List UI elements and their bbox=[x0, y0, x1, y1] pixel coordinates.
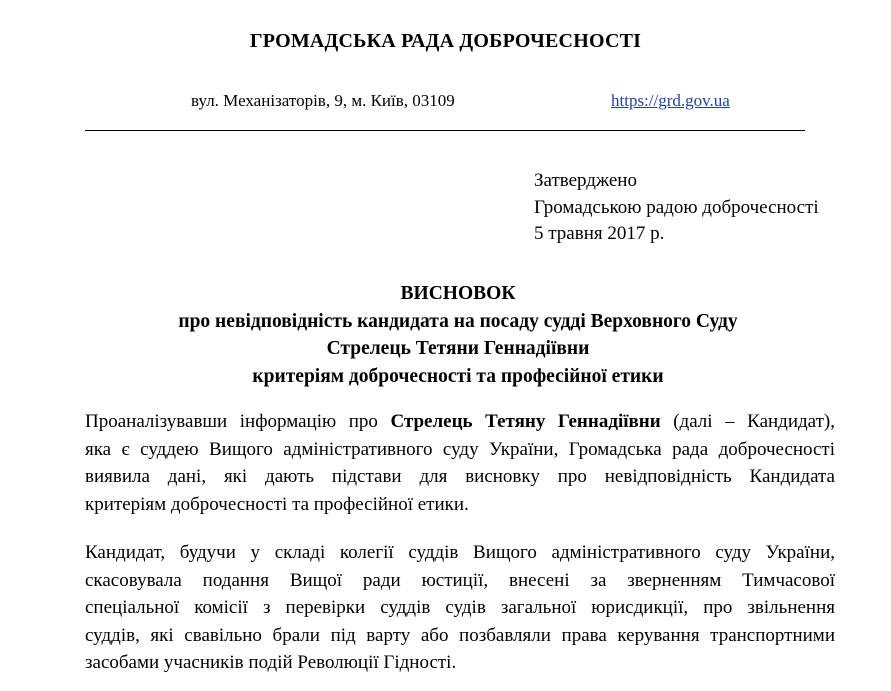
document-heading bbox=[0, 280, 891, 390]
heading-line-1: про невідповідність кандидата на посаду судді Верховного Суду bbox=[178, 310, 738, 332]
paragraph-1-line-2: яка є суддею Вищого адміністративного суду України, Громадська рада доброчесності bbox=[85, 438, 835, 460]
organization-title: ГРОМАДСЬКА РАДА ДОБРОЧЕСНОСТІ bbox=[249, 30, 642, 52]
paragraph-1 bbox=[85, 408, 835, 518]
paragraph-2-line-5: засобами учасників подій Революції Гідності. bbox=[85, 652, 457, 673]
organization-address: вул. Механізаторів, 9, м. Київ, 03109 bbox=[191, 91, 455, 110]
paragraph-1-line-4: критеріям доброчесності та професійної етики. bbox=[85, 493, 469, 515]
website-link[interactable]: https://grd.gov.ua bbox=[611, 91, 730, 110]
header-divider bbox=[85, 130, 805, 131]
heading-candidate-name: Стрелець Тетяни Геннадіївни bbox=[326, 338, 590, 359]
candidate-name: Стрелець Тетяну Геннадіївни bbox=[390, 411, 661, 432]
approval-status: Затверджено bbox=[534, 170, 637, 191]
paragraph-2-line-1: Кандидат, будучи у складі колегії суддів Вищого адміністративного суду України, bbox=[85, 542, 835, 563]
paragraph-1-line-3: виявила дані, які дають підстави для висновку про невідповідність Кандидата bbox=[85, 466, 835, 487]
paragraph-1-line-1 bbox=[85, 408, 835, 436]
approval-body: Громадською радою доброчесності bbox=[534, 196, 819, 218]
paragraph-2-line-2: скасовувала подання Вищої ради юстиції, внесені за зверненням Тимчасової bbox=[85, 569, 835, 591]
heading-line-3: критеріям доброчесності та професійної етики bbox=[252, 365, 664, 387]
paragraph-2-line-3: спеціальної комісії з перевірки суддів судів загальної юрисдикції, про звільнення bbox=[85, 597, 835, 618]
document-title: ВИСНОВОК bbox=[400, 283, 516, 304]
paragraph-1-line-1-rest: (далі – Кандидат), bbox=[660, 411, 835, 432]
approval-date: 5 травня 2017 р. bbox=[534, 223, 665, 244]
paragraph-1-lead: Проаналізувавши інформацію про bbox=[85, 411, 391, 432]
paragraph-2-line-4: суддів, які свавільно брали під варту або позбавляли права керування транспортними bbox=[85, 624, 835, 646]
paragraph-2 bbox=[85, 539, 835, 677]
approval-block bbox=[534, 168, 819, 248]
